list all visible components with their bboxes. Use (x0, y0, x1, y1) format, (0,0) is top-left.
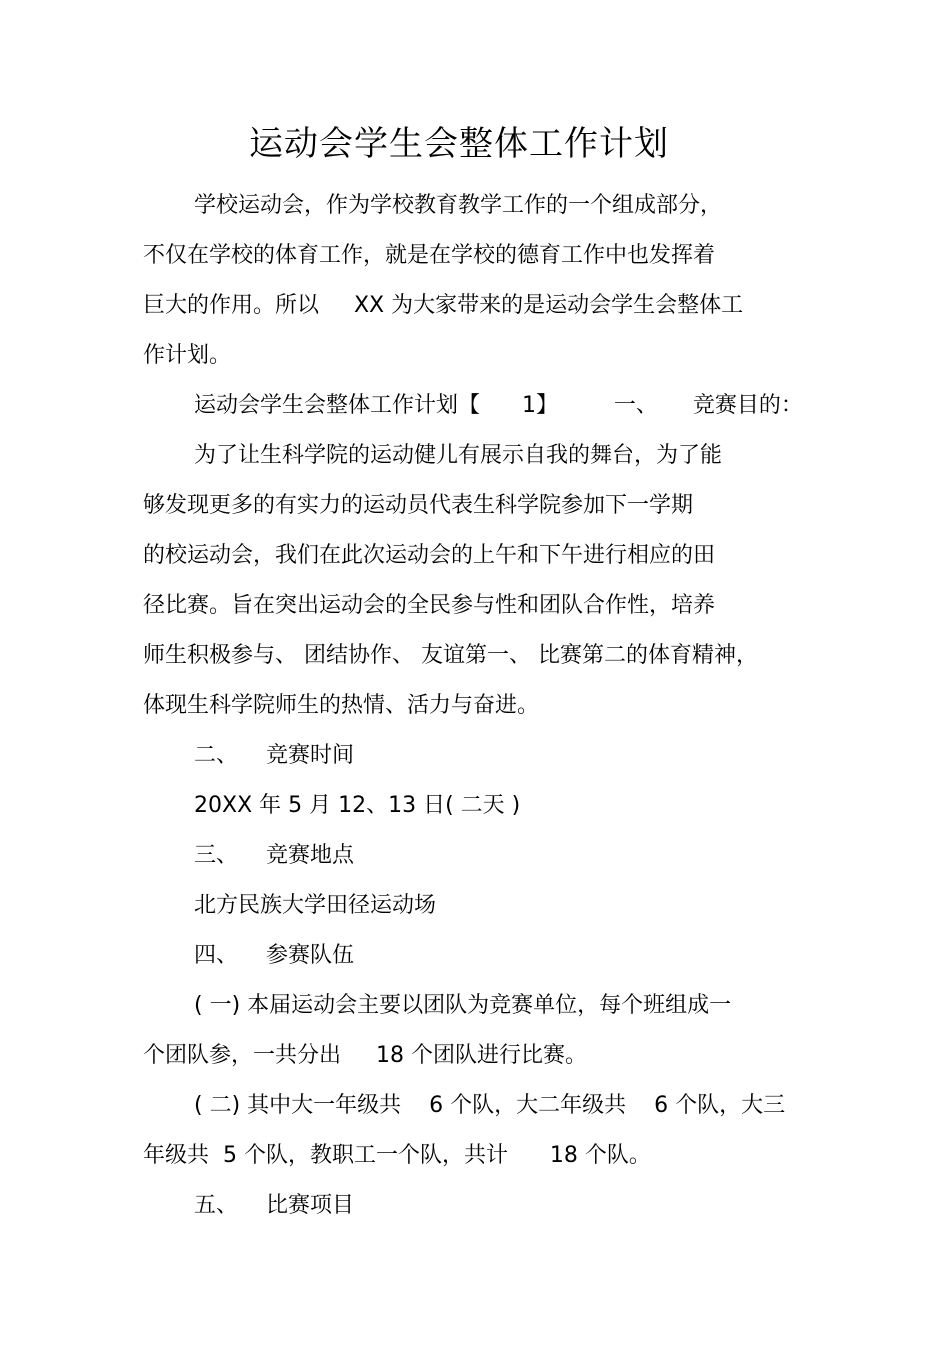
paragraph-line: 够发现更多的有实力的运动员代表生科学院参加下一学期 (143, 493, 694, 518)
paragraph-line: 为了让生科学院的运动健儿有展示自我的舞台，为了能 (194, 443, 723, 468)
section-heading: 五、 比赛项目 (194, 1193, 354, 1218)
paragraph-line: 年级共 5 个队，教职工一个队，共计 18 个队。 (143, 1143, 651, 1168)
section-heading: 三、 竞赛地点 (194, 843, 354, 868)
section-heading: 二、 竞赛时间 (194, 743, 354, 768)
paragraph-line: 个团队参，一共分出 18 个团队进行比赛。 (143, 1043, 587, 1068)
paragraph-line: 作计划。 (143, 343, 232, 368)
paragraph-line: 的校运动会，我们在此次运动会的上午和下午进行相应的田 (143, 543, 716, 568)
paragraph-line: ( 二) 其中大一年级共 6 个队，大二年级共 6 个队，大三 (194, 1093, 786, 1118)
paragraph-line: 师生积极参与、 团结协作、 友谊第一、 比赛第二的体育精神， (143, 643, 758, 668)
paragraph-line: 巨大的作用。所以 XX 为大家带来的是运动会学生会整体工 (143, 293, 744, 318)
section-heading: 四、 参赛队伍 (194, 943, 354, 968)
paragraph-line: 运动会学生会整体工作计划【 1】 一、 竞赛目的： (194, 393, 803, 418)
paragraph-line: 学校运动会，作为学校教育教学工作的一个组成部分， (194, 193, 723, 218)
paragraph-line: ( 一) 本届运动会主要以团队为竞赛单位，每个班组成一 (194, 993, 732, 1018)
paragraph-line: 北方民族大学田径运动场 (194, 893, 437, 918)
paragraph-line: 径比赛。旨在突出运动会的全民参与性和团队合作性，培养 (143, 593, 716, 618)
paragraph-line: 体现生科学院师生的热情、活力与奋进。 (143, 693, 540, 718)
paragraph-line: 20XX 年 5 月 12、13 日( 二天 ) (194, 793, 521, 818)
document-title: 运动会学生会整体工作计划 (249, 124, 669, 164)
paragraph-line: 不仅在学校的体育工作，就是在学校的德育工作中也发挥着 (143, 243, 716, 268)
